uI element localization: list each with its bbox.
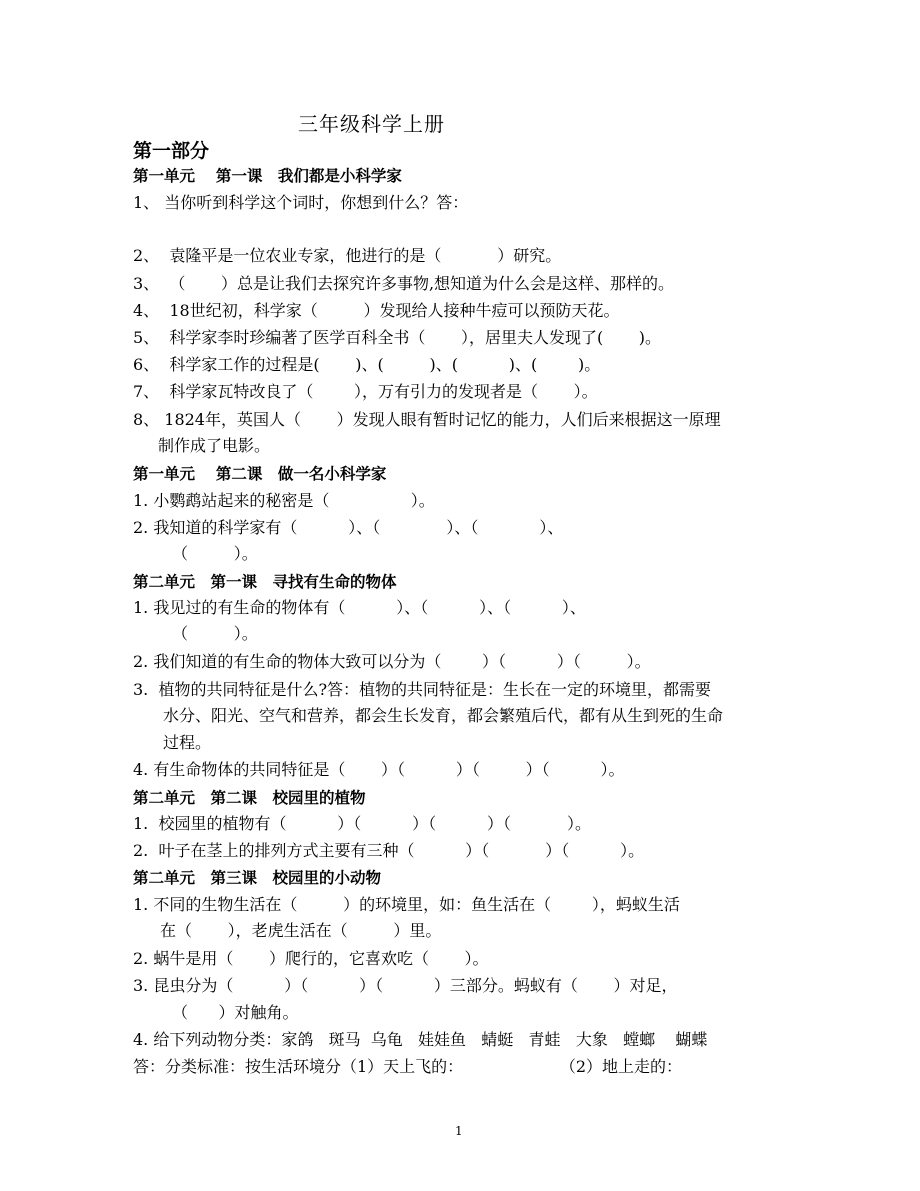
question-line: 答：分类标准：按生活环境分（1）天上飞的： （2）地上走的：: [133, 1057, 682, 1076]
section-heading: 第二单元 第一课 寻找有生命的物体: [133, 573, 397, 591]
question-line: 4. 有生命物体的共同特征是（ ）（ ）（ ）（ ）。: [133, 760, 625, 779]
question-line: 3. 植物的共同特征是什么?答：植物的共同特征是：生长在一定的环境里，都需要: [133, 680, 712, 699]
question-line: 1. 校园里的植物有（ ）（ ）（ ）（ ）。: [133, 814, 591, 833]
question-line: 3、 （ ）总是让我们去探究许多事物,想知道为什么会是这样、那样的。: [133, 274, 675, 293]
question-line: 1. 小鹦鹉站起来的秘密是（ ）。: [133, 491, 435, 510]
part-heading: 第一部分: [133, 140, 210, 162]
page-number: 1: [455, 1124, 463, 1138]
question-line: 2. 叶子在茎上的排列方式主要有三种（ ）（ ）（ ）。: [133, 841, 645, 860]
question-line: 6、 科学家工作的过程是( )、( )、( )、( )。: [133, 355, 601, 374]
question-line-continued: （ ）。: [172, 544, 258, 563]
section-heading: 第一单元 第一课 我们都是小科学家: [133, 167, 402, 185]
question-line: 1、 当你听到科学这个词时，你想到什么？答：: [133, 193, 469, 212]
question-line-continued: 在（ ），老虎生活在（ ）里。: [160, 921, 442, 940]
question-line: 5、 科学家李时珍编著了医学百科全书（ ），居里夫人发现了( )。: [133, 328, 662, 347]
question-line: 4、 18世纪初，科学家（ ）发现给人接种牛痘可以预防天花。: [133, 301, 620, 320]
question-line-continued: 过程。: [163, 733, 212, 752]
question-line: 7、 科学家瓦特改良了（ ），万有引力的发现者是（ ）。: [133, 382, 598, 401]
question-line: 8、 1824年，英国人（ ）发现人眼有暂时记忆的能力，人们后来根据这一原理: [133, 410, 721, 429]
question-line: 3. 昆虫分为（ ）（ ）（ ）三部分。蚂蚁有（ ）对足，: [133, 976, 678, 995]
question-line-continued: 制作成了电影。: [158, 436, 271, 455]
question-line: 4. 给下列动物分类：家鸽 斑马 乌龟 娃娃鱼 蜻蜓 青蛙 大象 螳螂 蝴蝶: [133, 1030, 708, 1049]
document-title: 三年级科学上册: [298, 112, 445, 136]
question-line-continued: （ ）对触角。: [172, 1003, 299, 1022]
question-line: 2. 我们知道的有生命的物体大致可以分为（ ）（ ）（ ）。: [133, 652, 651, 671]
question-line: 1. 我见过的有生命的物体有（ ）、（ ）、（ ）、: [133, 598, 586, 617]
section-heading: 第一单元 第二课 做一名小科学家: [133, 465, 387, 483]
section-heading: 第二单元 第二课 校园里的植物: [133, 789, 366, 807]
question-line: 2. 我知道的科学家有（ ）、（ ）、（ ）、: [133, 518, 564, 537]
question-line: 1. 不同的生物生活在（ ）的环境里，如：鱼生活在（ ），蚂蚁生活: [133, 895, 680, 914]
question-line: 2. 蜗牛是用（ ）爬行的，它喜欢吃（ ）。: [133, 949, 489, 968]
section-heading: 第二单元 第三课 校园里的小动物: [133, 869, 382, 887]
question-line-continued: （ ）。: [172, 624, 258, 643]
question-line-continued: 水分、阳光、空气和营养，都会生长发育，都会繁殖后代，都有从生到死的生命: [163, 706, 724, 725]
question-line: 2、 袁隆平是一位农业专家，他进行的是（ ）研究。: [133, 246, 562, 265]
